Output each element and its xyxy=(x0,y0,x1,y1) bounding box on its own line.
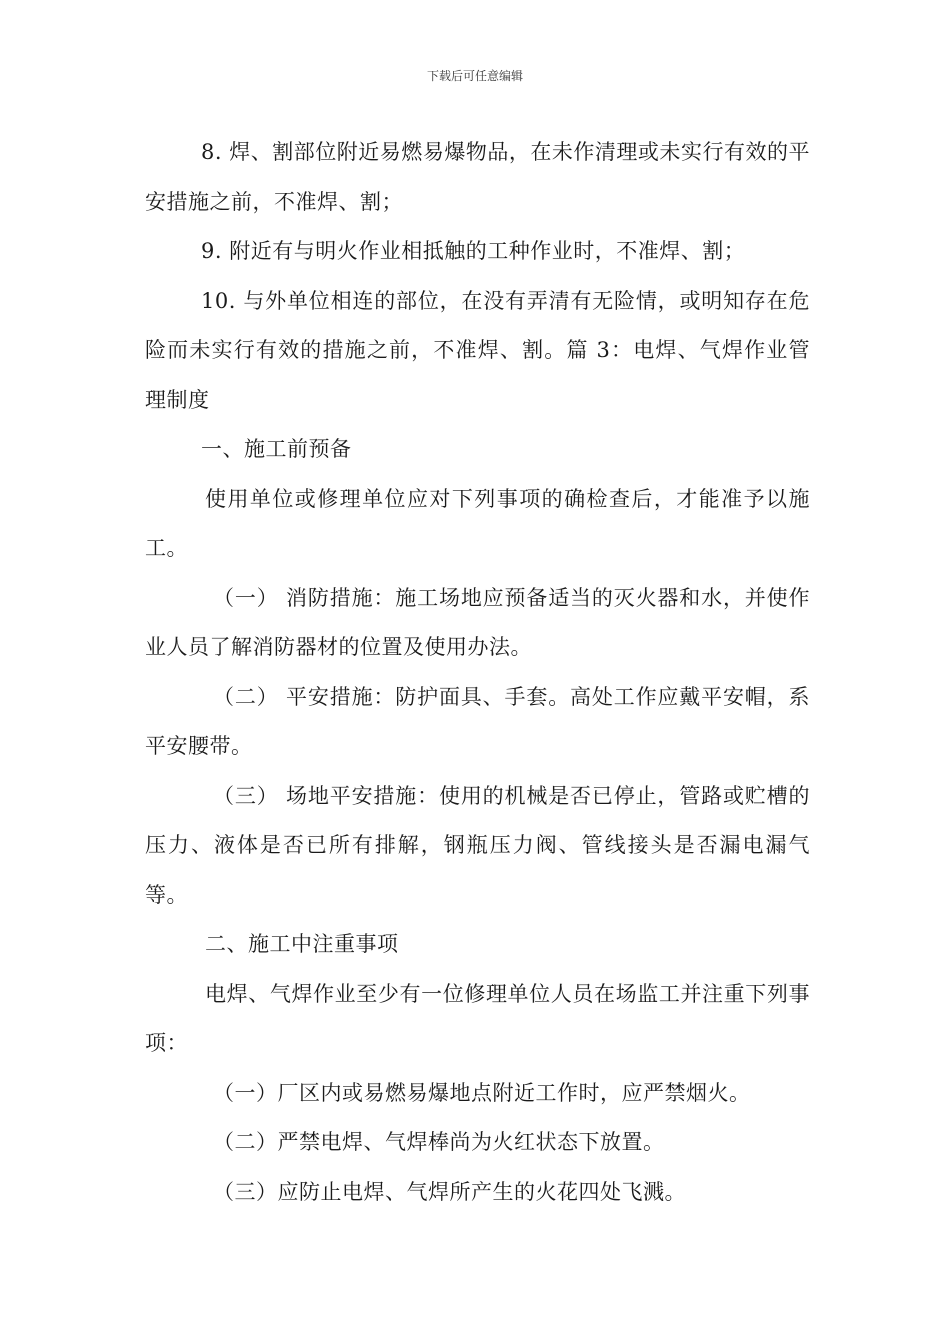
document-body xyxy=(145,128,810,1217)
paragraph-item-10: 10. 与外单位相连的部位，在没有弄清有无险情，或明知存在危险而未实行有效的措施之前，不准焊、割。篇 3：电焊、气焊作业管理制度 xyxy=(145,288,810,412)
paragraph-safety-measures: （二） 平安措施：防护面具、手套。高处工作应戴平安帽，系平安腰带。 xyxy=(145,684,810,758)
paragraph-item-9: 9. 附近有与明火作业相抵触的工种作业时，不准焊、割； xyxy=(201,239,746,263)
paragraph-no-smoking: （一）厂区内或易燃易爆地点附近工作时，应严禁烟火。 xyxy=(213,1080,751,1105)
paragraph-intro-2: 电焊、气焊作业至少有一位修理单位人员在场监工并注重下列事项： xyxy=(145,981,810,1055)
paragraph-no-hot-rods: （二）严禁电焊、气焊棒尚为火红状态下放置。 xyxy=(213,1130,665,1154)
paragraph-sparks: （三）应防止电焊、气焊所产生的火花四处飞溅。 xyxy=(213,1179,686,1204)
section-heading-2: 二、施工中注重事项 xyxy=(205,932,399,956)
page-header: 下载后可任意编辑 xyxy=(426,69,523,83)
section-heading-1: 一、施工前预备 xyxy=(201,437,352,461)
paragraph-fire-measures: （一） 消防措施：施工场地应预备适当的灭火器和水，并使作业人员了解消防器材的位置及使用办法。 xyxy=(145,585,810,659)
paragraph-item-8: 8. 焊、割部位附近易燃易爆物品，在未作清理或未实行有效的平安措施之前，不准焊、割； xyxy=(145,140,810,214)
paragraph-intro-1: 使用单位或修理单位应对下列事项的确检查后，才能准予以施工。 xyxy=(145,486,810,560)
paragraph-site-safety: （三） 场地平安措施：使用的机械是否已停止，管路或贮槽的压力、液体是否已所有排解，钢瓶压力阀、管线接头是否漏电漏气等。 xyxy=(145,783,810,907)
